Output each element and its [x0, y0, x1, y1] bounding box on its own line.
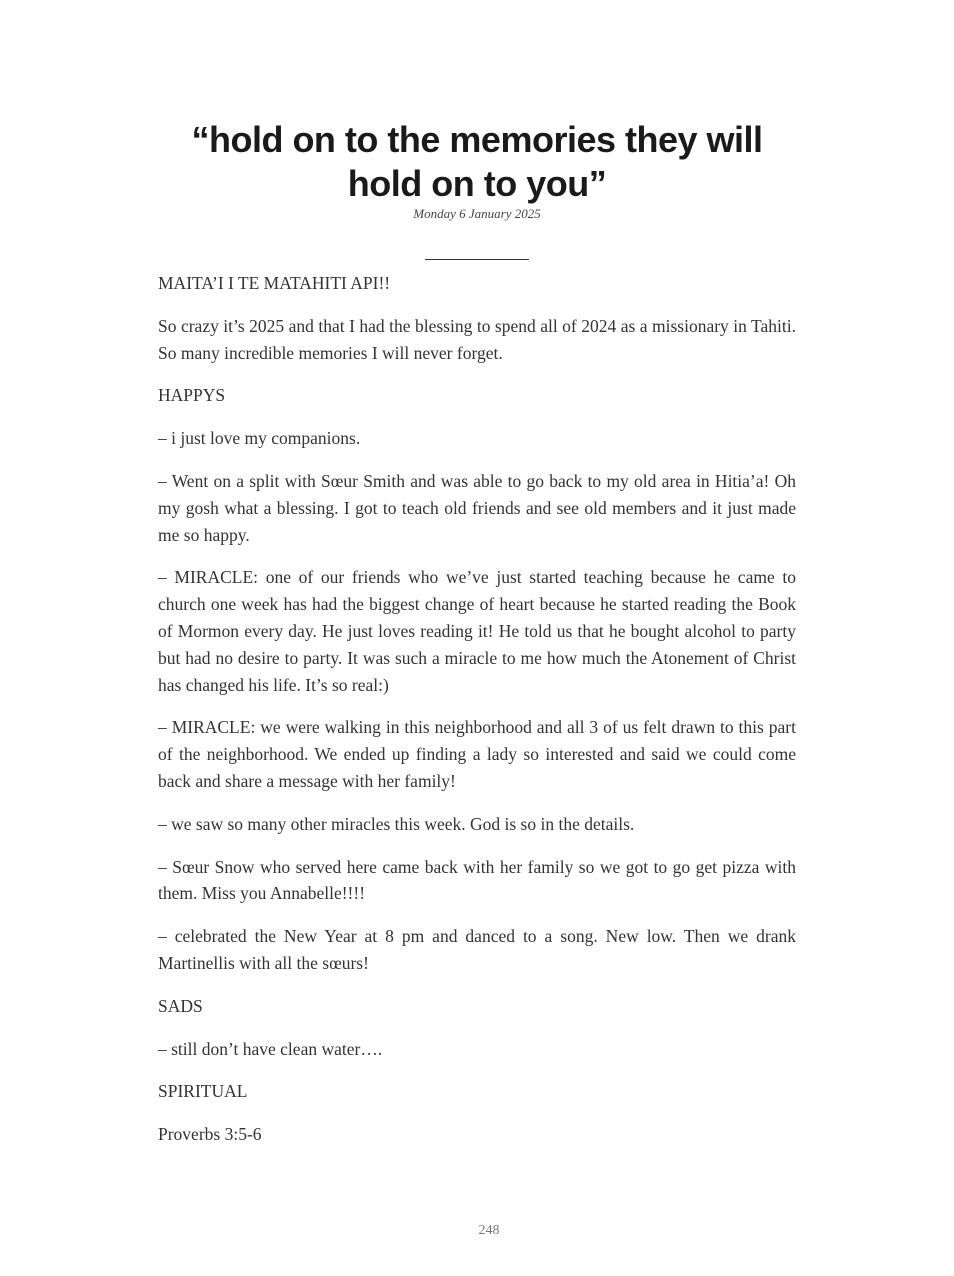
page-number: 248	[478, 1223, 500, 1238]
list-item: – i just love my companions.	[158, 428, 361, 449]
list-item: – Went on a split with Sœur Smith and was able to go back to my old area in Hitia’a! Oh my gosh what a blessing. I got to teach old friends and see old members and it just made me so happy.	[158, 470, 796, 545]
list-item: – we saw so many other miracles this week. God is so in the details.	[158, 813, 635, 834]
post-date: Monday 6 January 2025	[413, 206, 541, 221]
list-item: – MIRACLE: we were walking in this neighborhood and all 3 of us felt drawn to this part of the neighborhood. We ended up finding a lady so interested and said we could come back and share a message with her family!	[158, 717, 796, 791]
post-body	[158, 270, 796, 1164]
section-heading-happys: HAPPYS	[158, 385, 226, 406]
scripture-reference: Proverbs 3:5-6	[158, 1124, 262, 1145]
list-item: – still don’t have clean water….	[158, 1038, 383, 1059]
list-item: – MIRACLE: one of our friends who we’ve just started teaching because he came to church one week has had the biggest change of heart because he started reading the Book of Mormon every day. He just loves reading it! He told us that he bought alcohol to party but had no desire to party. It was such a miracle to me how much the Atonement of Christ has changed his life. It’s so real:)	[158, 567, 796, 695]
section-heading-spiritual: SPIRITUAL	[158, 1081, 248, 1102]
paragraph-intro: So crazy it’s 2025 and that I had the blessing to spend all of 2024 as a missionary in Tahiti. So many incredible memories I will never forget.	[158, 315, 796, 363]
paragraph-greeting: MAITA’I I TE MATAHITI API!!	[158, 273, 391, 293]
title-divider	[425, 259, 529, 260]
post-title: “hold on to the memories they will hold on to you”	[191, 119, 763, 204]
section-heading-sads: SADS	[158, 995, 203, 1016]
list-item: – celebrated the New Year at 8 pm and danced to a song. New low. Then we drank Martinellis with all the sœurs!	[158, 926, 796, 973]
list-item: – Sœur Snow who served here came back with her family so we got to go get pizza with them. Miss you Annabelle!!!!	[158, 856, 796, 904]
